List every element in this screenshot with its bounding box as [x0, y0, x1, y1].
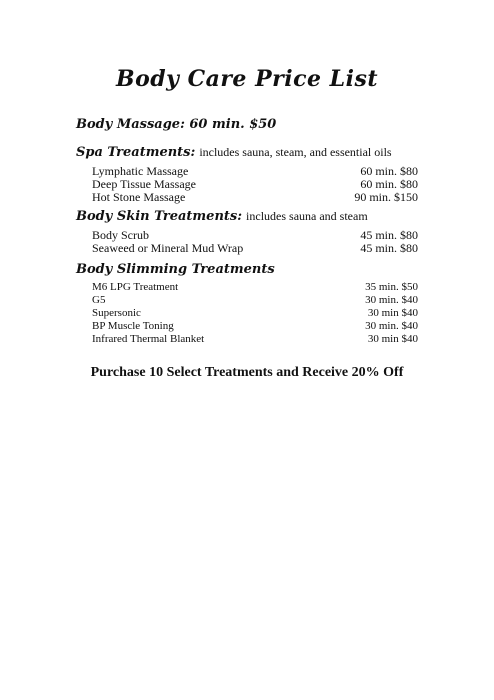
item-name: Hot Stone Massage — [92, 190, 186, 204]
body-massage-heading: Body Massage: 60 min. $50 — [76, 117, 277, 132]
item-name: Body Scrub — [92, 228, 149, 242]
list-item — [92, 333, 418, 346]
item-name: G5 — [92, 294, 106, 306]
spa-treatments-heading — [76, 145, 392, 160]
item-price: 30 min $40 — [367, 333, 418, 345]
list-item — [92, 307, 418, 320]
item-price: 60 min. $80 — [360, 177, 418, 191]
item-price: 30 min. $40 — [365, 294, 418, 306]
list-item — [92, 191, 418, 204]
promo-text: Purchase 10 Select Treatments and Receive 20% Off — [90, 365, 404, 380]
item-price: 35 min. $50 — [365, 281, 418, 293]
item-name: M6 LPG Treatment — [92, 281, 179, 293]
item-price: 60 min. $80 — [360, 164, 418, 178]
item-name: Seaweed or Mineral Mud Wrap — [92, 241, 244, 255]
item-name: BP Muscle Toning — [92, 320, 174, 332]
page-title: Body Care Price List — [115, 66, 379, 92]
item-price: 45 min. $80 — [360, 228, 418, 242]
list-item — [92, 320, 418, 333]
item-name: Supersonic — [92, 307, 141, 319]
body-skin-treatments-list — [92, 229, 418, 255]
item-price: 90 min. $150 — [354, 190, 418, 204]
spa-treatments-list — [92, 165, 418, 204]
list-item — [92, 281, 418, 294]
item-price: 30 min $40 — [367, 307, 418, 319]
body-skin-treatments-heading — [76, 209, 368, 224]
item-price: 45 min. $80 — [360, 241, 418, 255]
item-name: Deep Tissue Massage — [92, 177, 196, 191]
spa-treatments-note: includes sauna, steam, and essential oils — [199, 145, 392, 159]
body-slimming-treatments-list — [92, 281, 418, 346]
body-slimming-treatments-heading: Body Slimming Treatments — [76, 262, 275, 277]
item-price: 30 min. $40 — [365, 320, 418, 332]
spa-treatments-title: Spa Treatments: — [76, 145, 196, 160]
body-skin-treatments-title: Body Skin Treatments: — [76, 209, 243, 224]
item-name: Infrared Thermal Blanket — [92, 333, 205, 345]
body-skin-treatments-note: includes sauna and steam — [246, 209, 368, 223]
list-item — [92, 294, 418, 307]
item-name: Lymphatic Massage — [92, 164, 189, 178]
list-item — [92, 242, 418, 255]
